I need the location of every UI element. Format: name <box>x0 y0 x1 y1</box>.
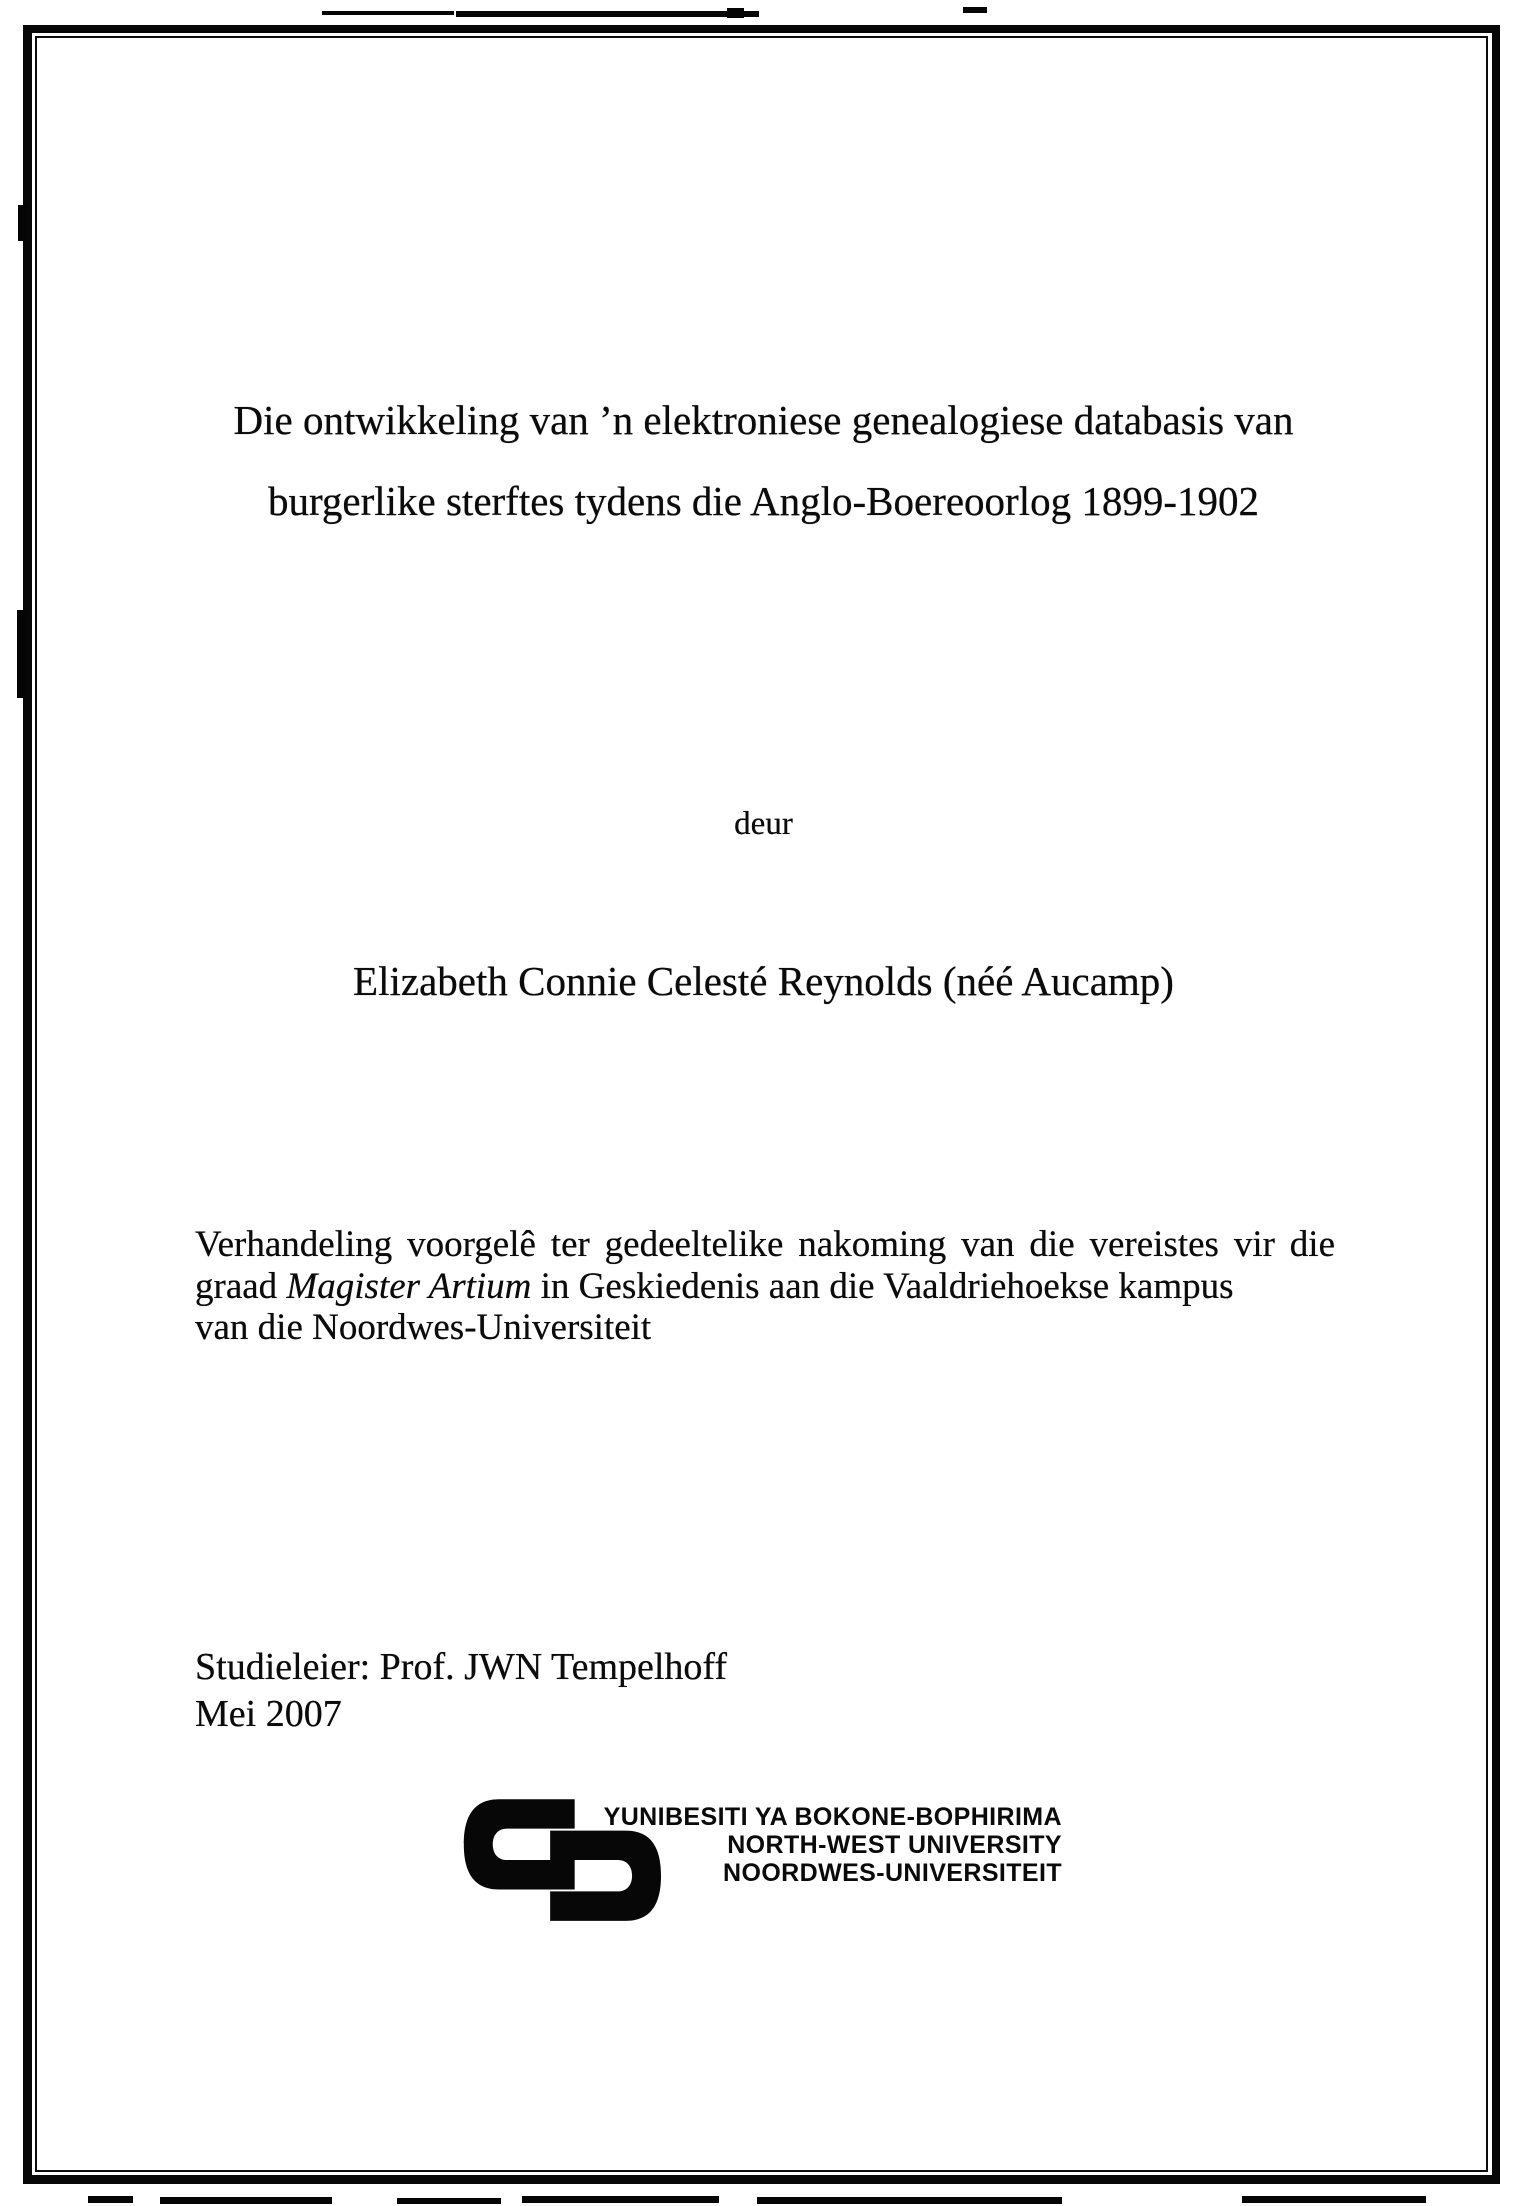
degree-description <box>195 1224 1335 1349</box>
scan-noise <box>17 610 25 698</box>
nwu-logo-wordmark <box>604 1803 1062 1887</box>
degree-description-line1: Verhandeling voorgelê ter gedeeltelike nakoming van die vereistes vir die <box>195 1224 1335 1265</box>
scan-noise <box>397 2198 501 2204</box>
thesis-title-line1: Die ontwikkeling van ’n elektroniese genealogiese databasis van <box>233 397 1294 443</box>
date-line: Mei 2007 <box>195 1693 342 1735</box>
nwu-logo-line2: NORTH-WEST UNIVERSITY <box>727 1831 1062 1859</box>
thesis-title <box>70 380 1457 542</box>
nwu-logo-line3: NOORDWES-UNIVERSITEIT <box>723 1859 1062 1887</box>
scan-noise <box>456 11 759 17</box>
scan-noise <box>757 2197 1062 2204</box>
supervisor-line: Studieleier: Prof. JWN Tempelhoff <box>195 1646 728 1688</box>
degree-description-line2 <box>195 1266 1335 1308</box>
scan-noise <box>88 2196 133 2203</box>
byline-label: deur <box>734 806 793 842</box>
scan-noise <box>322 11 454 15</box>
scan-noise <box>963 7 987 13</box>
supervisor-block <box>195 1644 727 1738</box>
thesis-title-line2: burgerlike sterftes tydens die Anglo-Boereoorlog 1899-1902 <box>267 478 1259 524</box>
degree-description-line3: van die Noordwes-Universiteit <box>195 1307 652 1348</box>
scan-noise <box>18 205 27 241</box>
degree-description-line2-pre: graad <box>195 1265 287 1307</box>
author-name: Elizabeth Connie Celesté Reynolds (néé Aucamp) <box>353 958 1174 1004</box>
nwu-logo-line1: YUNIBESITI YA BOKONE-BOPHIRIMA <box>603 1803 1062 1831</box>
degree-description-line2-post: in Geskiedenis aan die Vaaldriehoekse kampus <box>531 1265 1234 1307</box>
scan-noise <box>160 2197 332 2204</box>
scan-noise <box>727 8 744 18</box>
scan-noise <box>522 2196 719 2203</box>
scan-noise <box>1242 2196 1426 2203</box>
degree-title-italic: Magister Artium <box>286 1265 532 1307</box>
